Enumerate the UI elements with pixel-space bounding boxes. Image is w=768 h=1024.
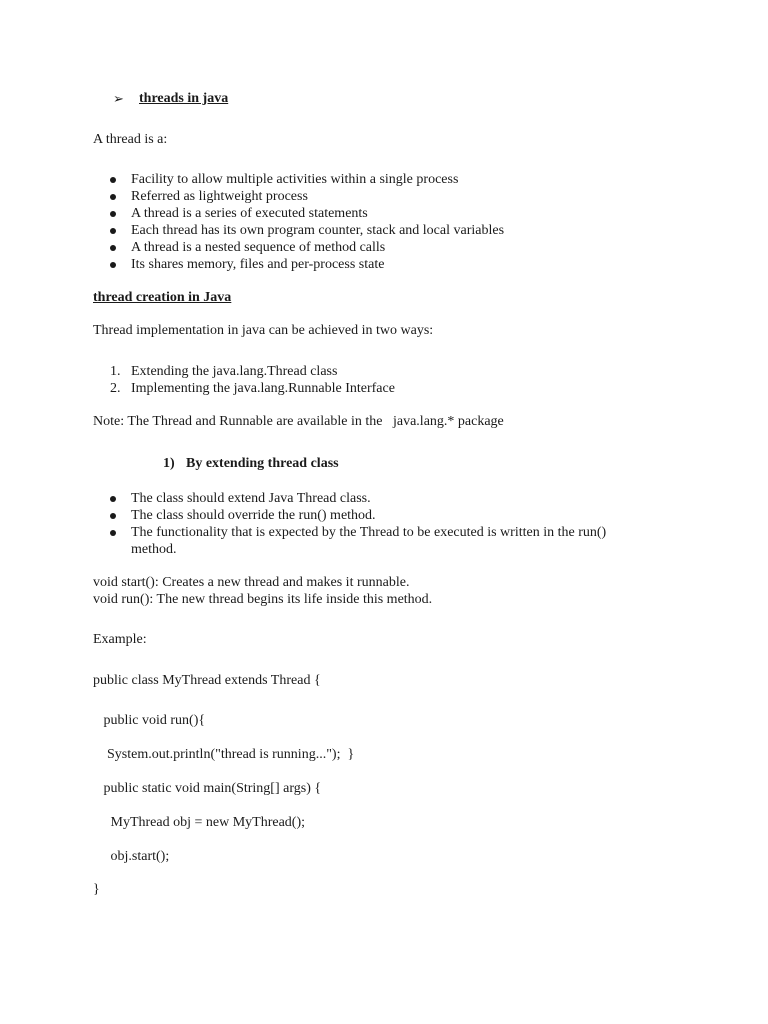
start-method-desc: void start(): Creates a new thread and makes it runnable.: [93, 575, 410, 590]
list-item: A thread is a series of executed statements: [131, 206, 368, 221]
list-item-continuation: method.: [131, 542, 177, 557]
bullet-icon: [110, 228, 116, 234]
list-item: Referred as lightweight process: [131, 189, 308, 204]
arrow-bullet-icon: ➢: [113, 91, 124, 106]
bullet-icon: [110, 211, 116, 217]
code-line: public void run(){: [93, 713, 206, 728]
bullet-icon: [110, 496, 116, 502]
bullet-icon: [110, 262, 116, 268]
bullet-icon: [110, 245, 116, 251]
list-number: 1.: [110, 364, 121, 379]
code-line: obj.start();: [93, 849, 170, 864]
list-item: The functionality that is expected by the Thread to be executed is written in the run(): [131, 525, 607, 540]
list-item: Extending the java.lang.Thread class: [131, 364, 338, 379]
bullet-icon: [110, 513, 116, 519]
example-label: Example:: [93, 632, 147, 647]
code-line: MyThread obj = new MyThread();: [93, 815, 306, 830]
creation-intro: Thread implementation in java can be achieved in two ways:: [93, 323, 434, 338]
section-title: threads in java: [139, 91, 229, 106]
code-line: public class MyThread extends Thread {: [93, 673, 321, 688]
run-method-desc: void run(): The new thread begins its life inside this method.: [93, 592, 433, 607]
list-number: 2.: [110, 381, 121, 396]
list-item: Implementing the java.lang.Runnable Interface: [131, 381, 395, 396]
list-item: The class should override the run() method.: [131, 508, 376, 523]
code-line: System.out.println("thread is running..."); }: [93, 747, 355, 762]
list-item: A thread is a nested sequence of method calls: [131, 240, 386, 255]
bullet-icon: [110, 194, 116, 200]
bullet-icon: [110, 177, 116, 183]
bullet-icon: [110, 530, 116, 536]
subheading-title: By extending thread class: [186, 456, 339, 471]
subheading-number: 1): [163, 456, 175, 471]
intro-text: A thread is a:: [93, 132, 168, 147]
list-item: The class should extend Java Thread class.: [131, 491, 371, 506]
list-item: Each thread has its own program counter, stack and local variables: [131, 223, 505, 238]
code-line: }: [93, 882, 100, 897]
list-item: Its shares memory, files and per-process state: [131, 257, 385, 272]
list-item: Facility to allow multiple activities within a single process: [131, 172, 459, 187]
code-line: public static void main(String[] args) {: [93, 781, 322, 796]
creation-heading: thread creation in Java: [93, 290, 232, 305]
note-text: Note: The Thread and Runnable are available in the java.lang.* package: [93, 414, 504, 429]
